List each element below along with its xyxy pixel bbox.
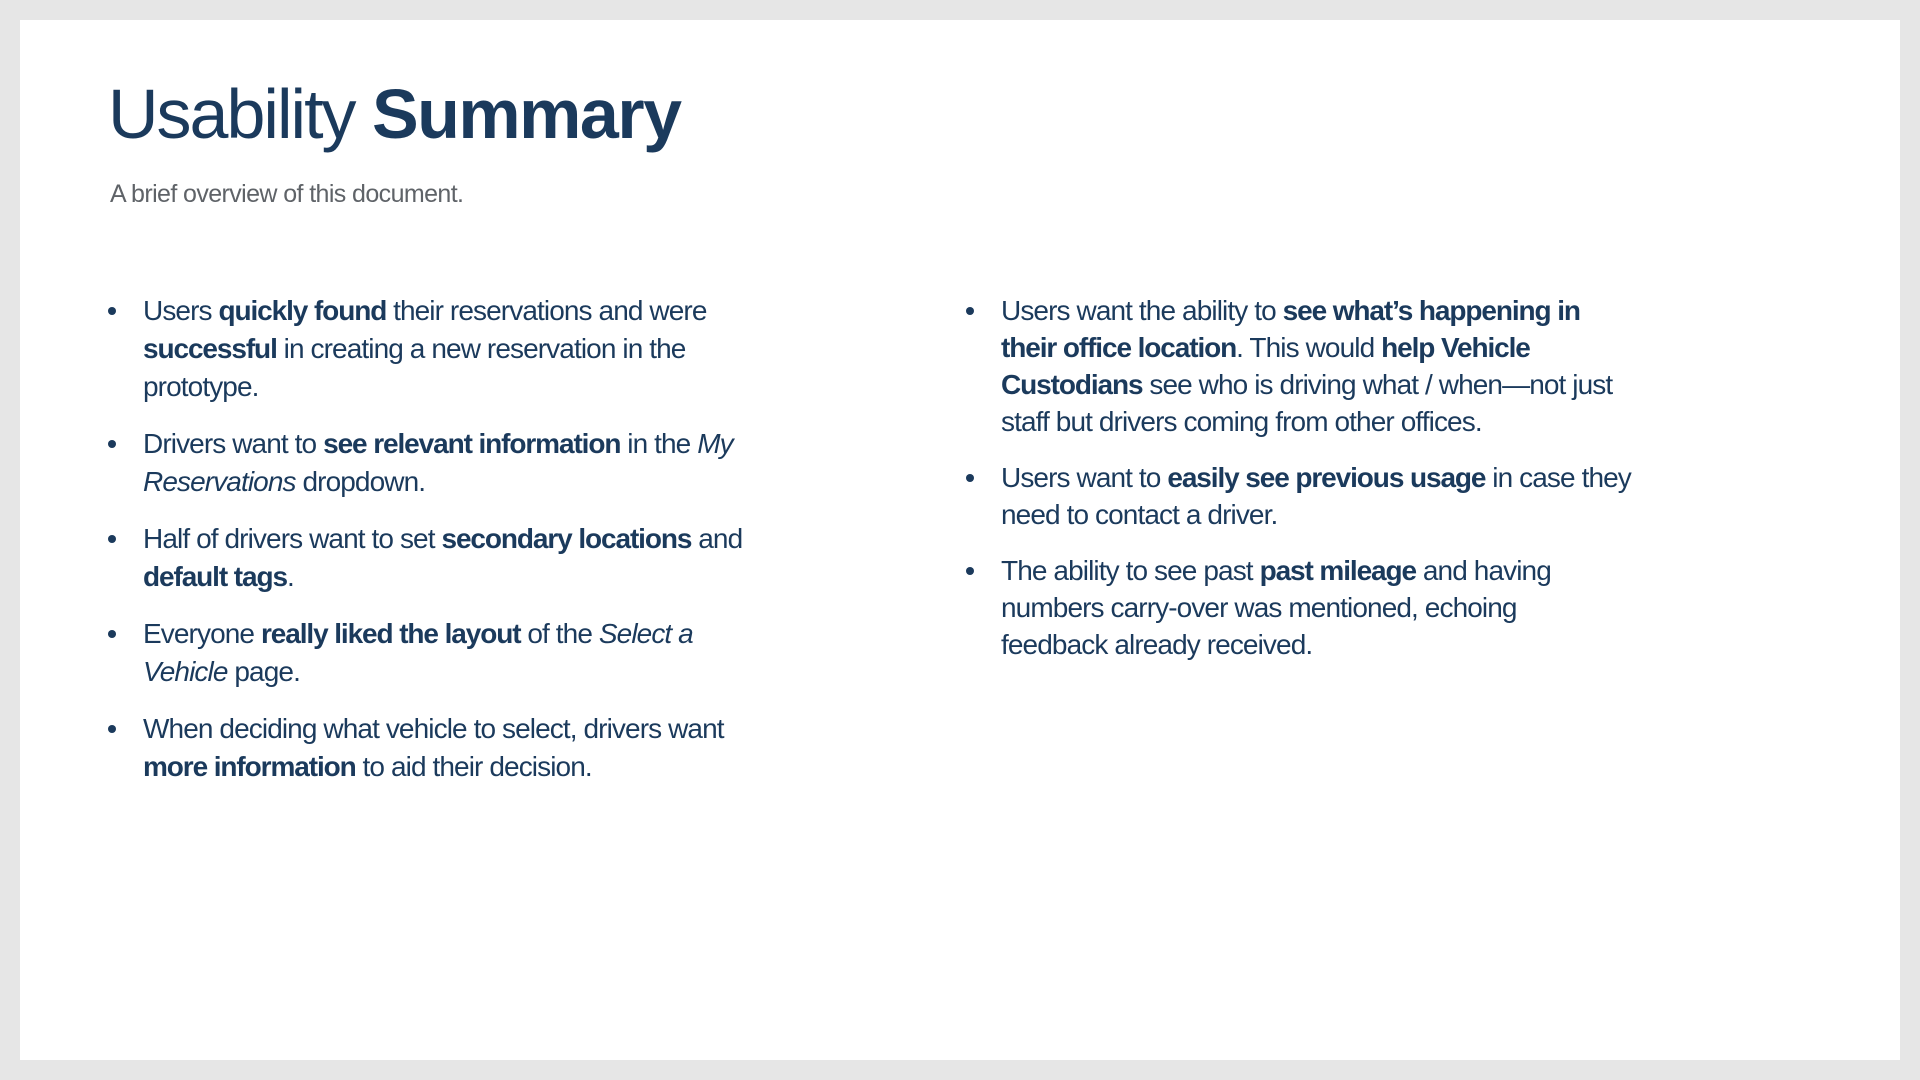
bullet-line bbox=[1001, 366, 1766, 403]
italic-text: Vehicle bbox=[143, 656, 228, 687]
italic-text: Reservations bbox=[143, 466, 296, 497]
bullet-line bbox=[143, 710, 868, 748]
left-bullet-list bbox=[108, 292, 868, 805]
text: The ability to see past bbox=[1001, 555, 1260, 586]
bullet-line bbox=[1001, 459, 1766, 496]
text: their reservations and were bbox=[386, 295, 707, 326]
bullet-dot-icon bbox=[108, 307, 116, 315]
bullet-line bbox=[143, 330, 868, 368]
bullet-line bbox=[143, 653, 868, 691]
bullet-item bbox=[108, 292, 868, 406]
title-regular: Usability bbox=[108, 75, 372, 153]
bullet-line bbox=[143, 368, 868, 406]
bullet-line bbox=[1001, 496, 1766, 533]
text: and bbox=[691, 523, 743, 554]
bold-text: Custodians bbox=[1001, 369, 1143, 400]
text: Users bbox=[143, 295, 219, 326]
bullet-line bbox=[1001, 403, 1766, 440]
bullet-line bbox=[143, 292, 868, 330]
bullet-item bbox=[108, 520, 868, 596]
bullet-dot-icon bbox=[966, 474, 974, 482]
bullet-line bbox=[1001, 626, 1766, 663]
slide bbox=[20, 20, 1900, 1060]
right-bullet-list bbox=[966, 292, 1766, 682]
bold-text: help Vehicle bbox=[1381, 332, 1530, 363]
text: Users want to bbox=[1001, 462, 1168, 493]
bullet-line bbox=[143, 615, 868, 653]
bullet-dot-icon bbox=[966, 307, 974, 315]
bullet-line bbox=[143, 425, 868, 463]
text: prototype. bbox=[143, 371, 259, 402]
text: and having bbox=[1416, 555, 1551, 586]
bold-text: quickly found bbox=[218, 295, 387, 326]
bullet-line bbox=[143, 520, 868, 558]
text: . bbox=[286, 561, 294, 592]
text: page. bbox=[227, 656, 300, 687]
title-bold: Summary bbox=[371, 75, 681, 153]
text: Users want the ability to bbox=[1001, 295, 1283, 326]
bold-text: their office location bbox=[1001, 332, 1237, 363]
bold-text: past mileage bbox=[1259, 555, 1416, 586]
page-title bbox=[108, 72, 681, 156]
text: to aid their decision. bbox=[355, 751, 592, 782]
bullet-line bbox=[1001, 329, 1766, 366]
page-subtitle: A brief overview of this document. bbox=[110, 180, 464, 208]
bullet-line bbox=[1001, 292, 1766, 329]
text: of the bbox=[520, 618, 599, 649]
text: . This would bbox=[1236, 332, 1382, 363]
text: When deciding what vehicle to select, drivers want bbox=[143, 713, 724, 744]
text: in creating a new reservation in the bbox=[276, 333, 686, 364]
bullet-item bbox=[108, 710, 868, 786]
bold-text: default tags bbox=[143, 561, 287, 592]
text: staff but drivers coming from other offices. bbox=[1001, 406, 1482, 437]
text: numbers carry-over was mentioned, echoing bbox=[1001, 592, 1517, 623]
text: Drivers want to bbox=[143, 428, 324, 459]
text: Everyone bbox=[143, 618, 261, 649]
bullet-item bbox=[966, 552, 1766, 663]
italic-text: My bbox=[697, 428, 733, 459]
bullet-item bbox=[966, 459, 1766, 533]
text: see who is driving what / when—not just bbox=[1142, 369, 1613, 400]
bold-text: see relevant information bbox=[323, 428, 621, 459]
bullet-dot-icon bbox=[108, 440, 116, 448]
bullet-line bbox=[143, 748, 868, 786]
bullet-dot-icon bbox=[108, 535, 116, 543]
bullet-item bbox=[108, 425, 868, 501]
bullet-dot-icon bbox=[966, 567, 974, 575]
text: in the bbox=[620, 428, 698, 459]
text: in case they bbox=[1485, 462, 1631, 493]
bold-text: more information bbox=[143, 751, 356, 782]
text: Half of drivers want to set bbox=[143, 523, 442, 554]
text: feedback already received. bbox=[1001, 629, 1313, 660]
bullet-line bbox=[143, 558, 868, 596]
text: need to contact a driver. bbox=[1001, 499, 1278, 530]
bullet-line bbox=[1001, 552, 1766, 589]
italic-text: Select a bbox=[598, 618, 693, 649]
bullet-dot-icon bbox=[108, 725, 116, 733]
bullet-line bbox=[143, 463, 868, 501]
bold-text: secondary locations bbox=[441, 523, 692, 554]
bold-text: see what’s happening in bbox=[1282, 295, 1580, 326]
bullet-line bbox=[1001, 589, 1766, 626]
bullet-dot-icon bbox=[108, 630, 116, 638]
bold-text: really liked the layout bbox=[260, 618, 521, 649]
bold-text: successful bbox=[143, 333, 277, 364]
bullet-item bbox=[108, 615, 868, 691]
text: dropdown. bbox=[295, 466, 426, 497]
bullet-item bbox=[966, 292, 1766, 440]
bold-text: easily see previous usage bbox=[1167, 462, 1486, 493]
